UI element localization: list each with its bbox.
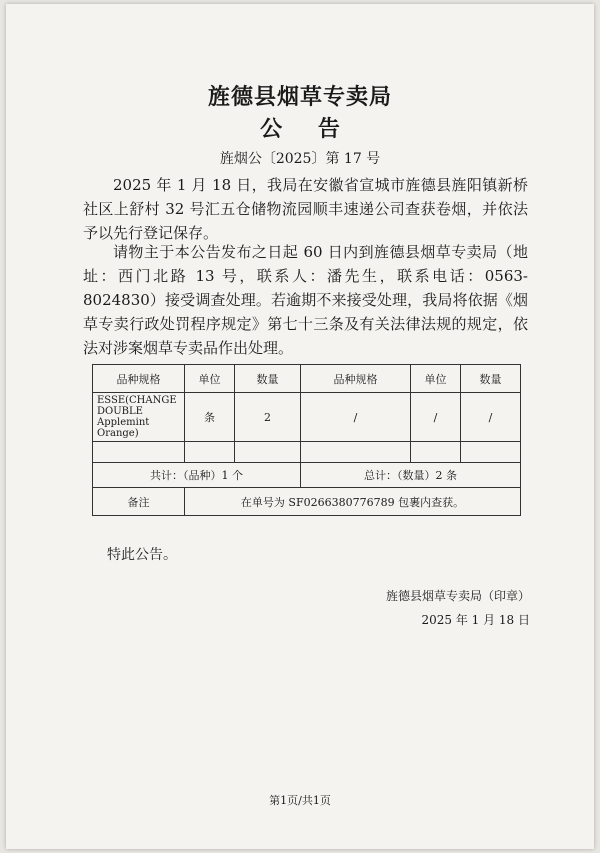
issuer-signature: 旌德县烟草专卖局（印章） bbox=[385, 589, 530, 603]
header-spec: 品种规格 bbox=[93, 365, 185, 393]
table-note-row bbox=[93, 488, 521, 516]
paragraph-seizure: 2025 年 1 月 18 日，我局在安徽省宣城市旌德县旌阳镇新桥社区上舒村 32 号汇五仓储物流园顺丰速递公司查获卷烟，并依法予以先行登记保存。 bbox=[83, 176, 528, 242]
note-value: 在单号为 SF0266380776789 包裹内查获。 bbox=[185, 488, 521, 516]
header-qty: 数量 bbox=[235, 365, 301, 393]
header-unit-2: 单位 bbox=[411, 365, 461, 393]
issuer-title: 旌德县烟草专卖局 bbox=[207, 84, 392, 110]
paragraph-instructions: 请物主于本公告发布之日起 60 日内到旌德县烟草专卖局（地址：西门北路 13 号，联系人：潘先生，联系电话：0563-8024830）接受调查处理。若逾期不来接受处理，我局将依据《烟草专卖行政处罚程序规定》第七十三条及有关法律法规的规定，依法对涉案烟草专卖品作出处理。 bbox=[83, 243, 528, 357]
document-number: 旌烟公〔2025〕第 17 号 bbox=[219, 151, 381, 167]
cell-qty-2: / bbox=[461, 393, 521, 442]
table-row bbox=[93, 393, 521, 442]
header-spec-2: 品种规格 bbox=[301, 365, 411, 393]
notice-heading: 公 告 bbox=[260, 116, 354, 142]
table-total-row bbox=[93, 463, 521, 488]
cell-unit-2: / bbox=[411, 393, 461, 442]
spec-line: ESSE(CHANGE bbox=[97, 395, 177, 406]
spec-line: Applemint bbox=[97, 417, 150, 428]
cell-spec-2: / bbox=[301, 393, 411, 442]
issue-date: 2025 年 1 月 18 日 bbox=[421, 613, 530, 627]
seized-items-table bbox=[92, 364, 521, 516]
note-label: 备注 bbox=[93, 488, 185, 516]
table-header-row bbox=[93, 365, 521, 393]
header-qty-2: 数量 bbox=[461, 365, 521, 393]
page-number: 第1页/共1页 bbox=[269, 794, 331, 807]
spec-line: DOUBLE bbox=[97, 406, 143, 417]
cell-unit: 条 bbox=[185, 393, 235, 442]
total-quantity: 总计：（数量）2 条 bbox=[301, 463, 521, 488]
spec-line: Orange) bbox=[97, 428, 139, 439]
cell-spec bbox=[93, 393, 185, 442]
table-row-empty bbox=[93, 442, 521, 463]
cell-qty: 2 bbox=[235, 393, 301, 442]
closing-statement: 特此公告。 bbox=[107, 547, 177, 563]
header-unit: 单位 bbox=[185, 365, 235, 393]
total-varieties: 共计：（品种）1 个 bbox=[93, 463, 301, 488]
